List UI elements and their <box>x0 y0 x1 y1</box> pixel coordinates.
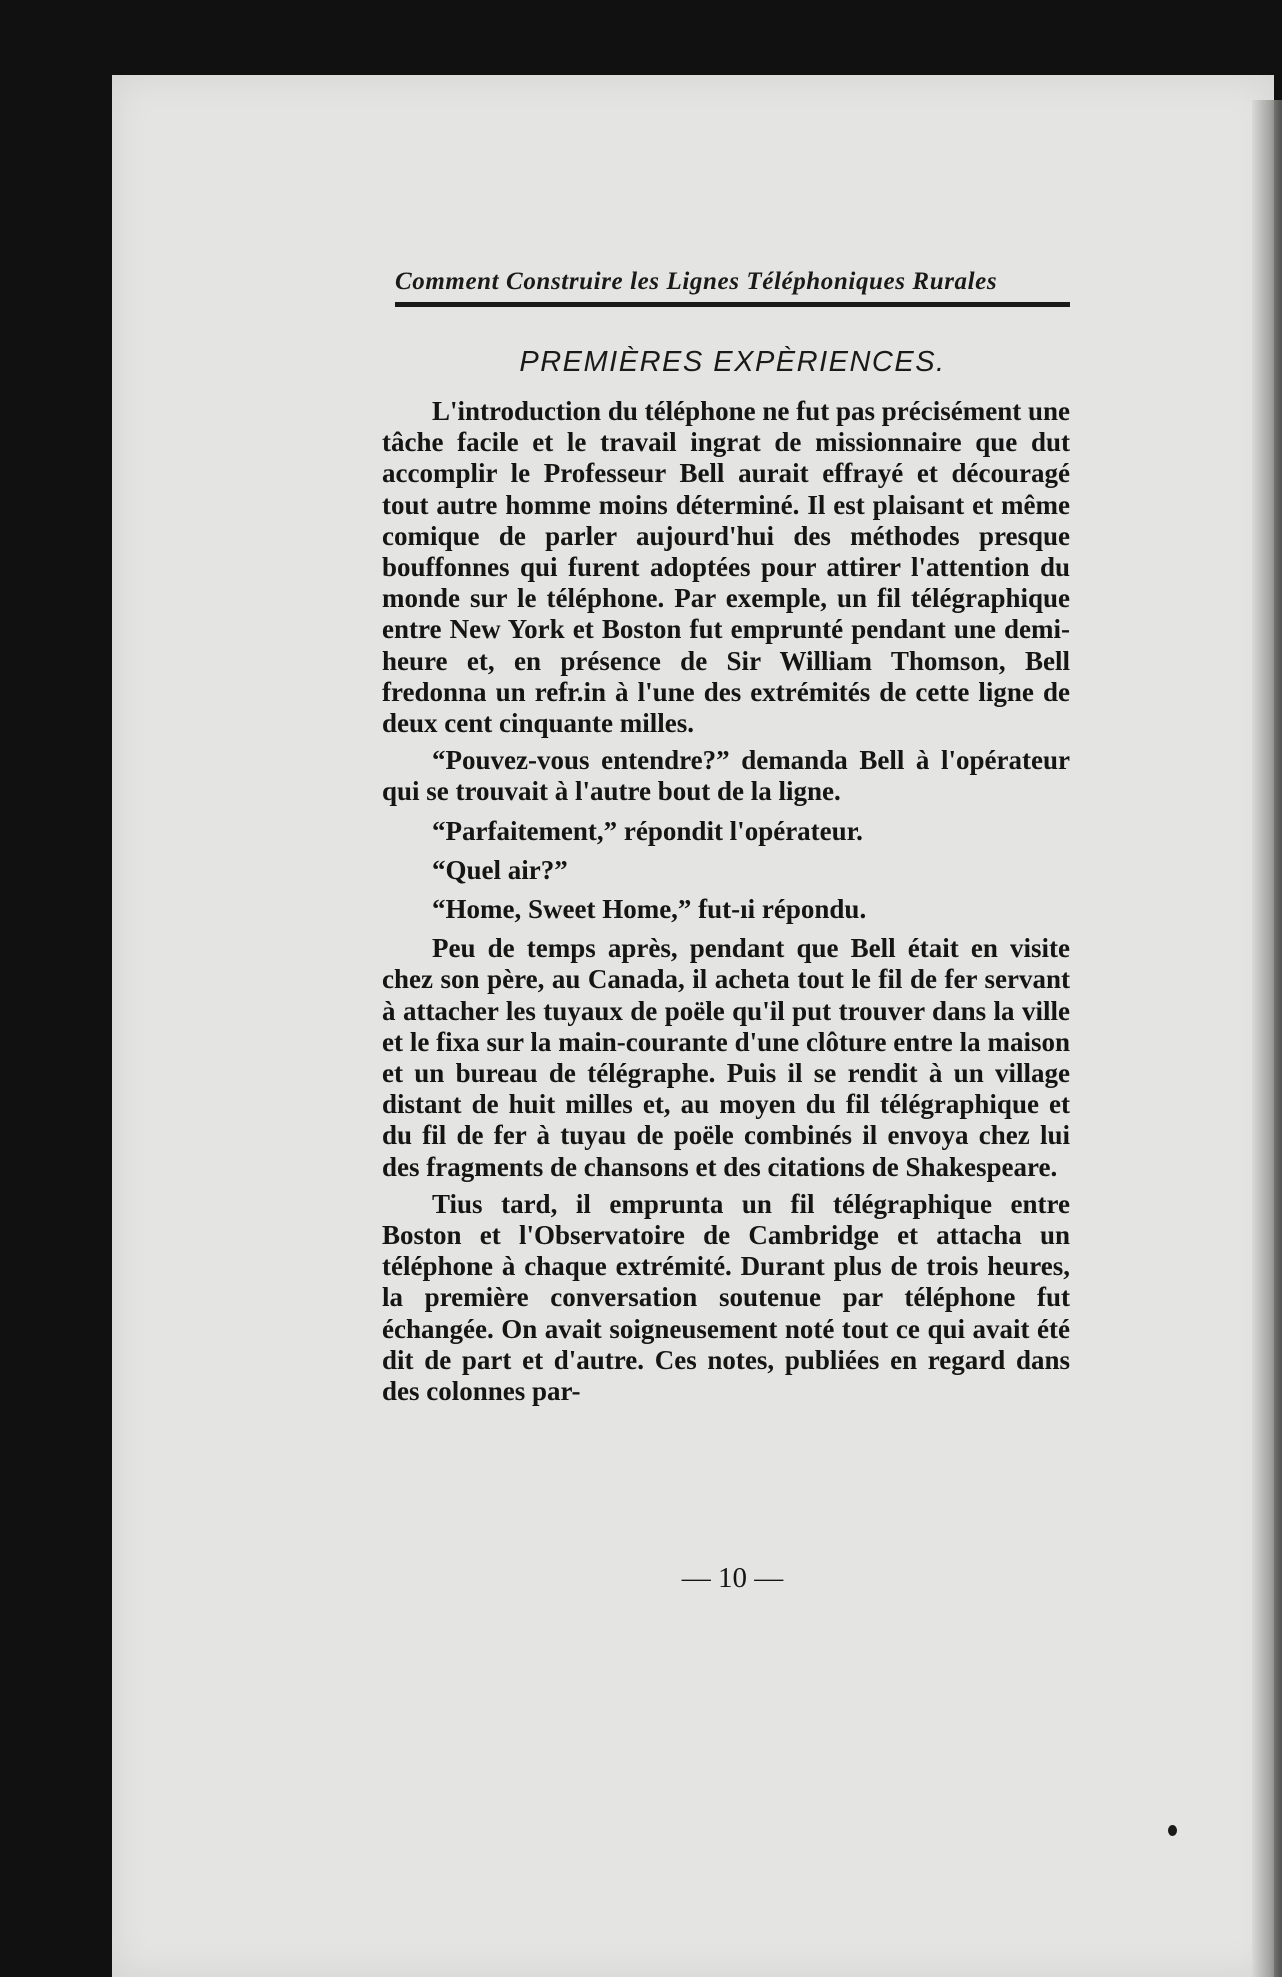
paragraph: “Quel air?” <box>432 854 568 885</box>
page-number: — 10 — <box>681 1562 784 1594</box>
paragraph: “Home, Sweet Home,” fut-ıi répondu. <box>432 894 867 925</box>
running-head: Comment Construire les Lignes Téléphoniques Rurales <box>395 268 998 295</box>
page-header <box>395 268 1070 307</box>
paragraph: L'introduction du téléphone ne fut pas précisément une tâche facile et le travail ingrat de missionnaire que dut accomplir le Professeur Bell aurait effrayé et découragé tout autre homme moins déterminé. Il est plaisant et même comique de parler aujourd'hui des méthodes presque bouffonnes qui furent adoptées pour attirer l'attention du monde sur le téléphone. Par exemple, un fil télégraphique entre New York et Boston fut emprunté pendant une demi-heure et, en présence de Sir William Thomson, Bell fredonna un refr.in à l'une des extrémités de cette ligne de deux cent cinquante milles. <box>382 396 1070 739</box>
ink-speck <box>1168 1825 1177 1836</box>
paragraph: Peu de temps après, pendant que Bell était en visite chez son père, au Canada, il acheta tout le fil de fer servant à attacher les tuyaux de poële qu'il put trouver dans la ville et le fixa sur la main-courante d'une clôture entre la maison et un bureau de télégraphe. Puis il se rendit à un village distant de huit milles et, au moyen du fil télégraphique et du fil de fer à tuyau de poële combinés il envoya chez lui des fragments de chansons et des citations de Shakespeare. <box>382 933 1070 1182</box>
paragraph: Tius tard, il emprunta un fil télégraphique entre Boston et l'Observatoire de Cambridge et attacha un téléphone à chaque extrémité. Durant plus de trois heures, la première conversation soutenue par téléphone fut échangée. On avait soigneusement noté tout ce qui avait été dit de part et d'autre. Ces notes, publiées en regard dans des colonnes par- <box>382 1188 1070 1407</box>
paragraph: “Pouvez-vous entendre?” demanda Bell à l'opérateur qui se trouvait à l'autre bout de la ligne. <box>382 745 1070 807</box>
header-rule <box>395 302 1070 307</box>
section-title: PREMIÈRES EXPÈRIENCES. <box>519 346 946 378</box>
page-edge-shadow <box>1252 100 1282 1977</box>
paragraph: “Parfaitement,” répondit l'opérateur. <box>432 815 863 846</box>
body-text <box>382 396 1070 1413</box>
